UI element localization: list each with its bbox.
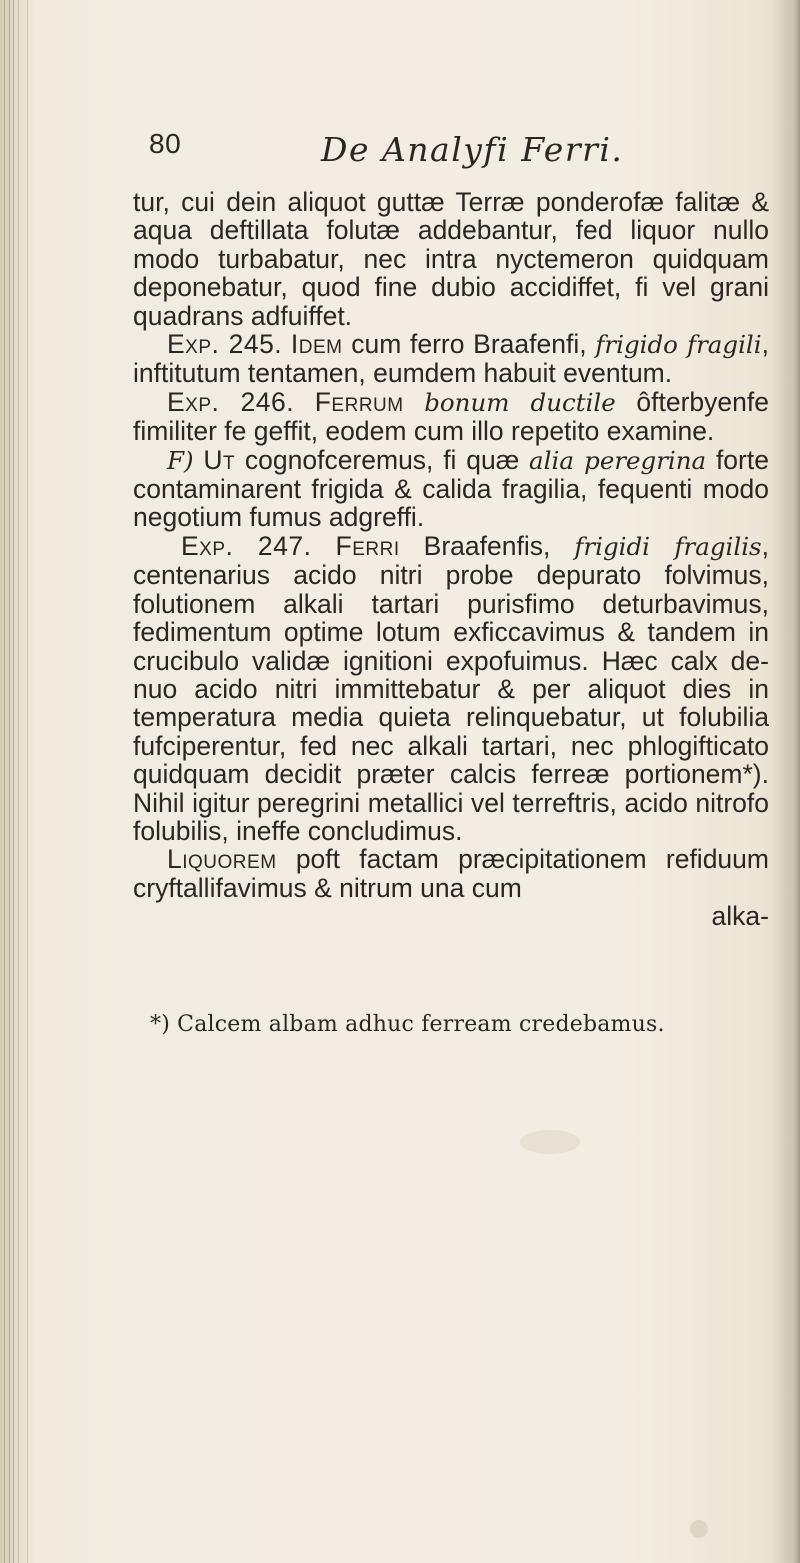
experiment-label: Exp. 246. bbox=[167, 386, 295, 417]
paragraph-liquorem: Liquorem poft factam præcipitationem refiduum cryftallifavimus & nitrum una cum bbox=[133, 844, 769, 903]
paper-stain bbox=[690, 1520, 708, 1538]
experiment-label: Exp. 247. bbox=[181, 530, 312, 561]
footnote: *) Calcem albam adhuc ferream credebamus. bbox=[150, 1012, 665, 1037]
page-edge-shadow bbox=[774, 0, 800, 1563]
catchword: alka- bbox=[711, 901, 769, 932]
paragraph-section-f: F) Ut cognofceremus, fi quæ alia peregrina forte contaminarent frigida & calida fragilia, fequenti modo negotium fumus adgreffi. bbox=[133, 444, 769, 533]
page-header bbox=[149, 128, 669, 174]
paper-stain bbox=[520, 1130, 580, 1154]
experiment-label: Exp. 245. bbox=[167, 329, 283, 360]
paragraph-exp-245: Exp. 245. Idem cum ferro Braafenfi, frigido fragili, inftitutum tentamen, eumdem habuit eventum. bbox=[133, 329, 769, 389]
paragraph-continuation: tur, cui dein aliquot guttæ Terræ ponderofæ falitæ & aqua deftillata folutæ addebantur, fed liquor nullo modo turbabatur, nec intra nyctemeron quidquam deponebatur, quod fine dubio accidiffet, fi vel grani quadrans adfuiffet. bbox=[133, 187, 769, 331]
section-label: F) bbox=[167, 445, 194, 475]
running-title: De Analyfi Ferri. bbox=[321, 130, 624, 169]
page-number: 80 bbox=[149, 128, 182, 159]
body-text bbox=[133, 188, 769, 931]
paragraph-exp-247: Exp. 247. Ferri Braafenfis, frigidi fragilis, centenarius acido nitri probe depurato folvimus, folutionem alkali tartari purisfimo deturbavimus, fedimentum optime lotum exficcavimus & tandem in crucibulo validæ ignitioni expofuimus. Hæc calx denuo acido nitri immittebatur & per aliquot dies in temperatura media quieta relinquebatur, ut folubilia fufciperentur, fed nec alkali tartari, nec phlogifticato quidquam decidit præter calcis ferreæ portionem*). Nihil igitur peregrini metallici vel terreftris, acido nitrofo folubilis, ineffe concludimus. bbox=[133, 530, 769, 846]
paragraph-exp-246: Exp. 246. Ferrum bonum ductile ôfterbyenfe fimiliter fe geffit, eodem cum illo repetito examine. bbox=[133, 386, 769, 447]
binding-gutter bbox=[0, 0, 36, 1563]
